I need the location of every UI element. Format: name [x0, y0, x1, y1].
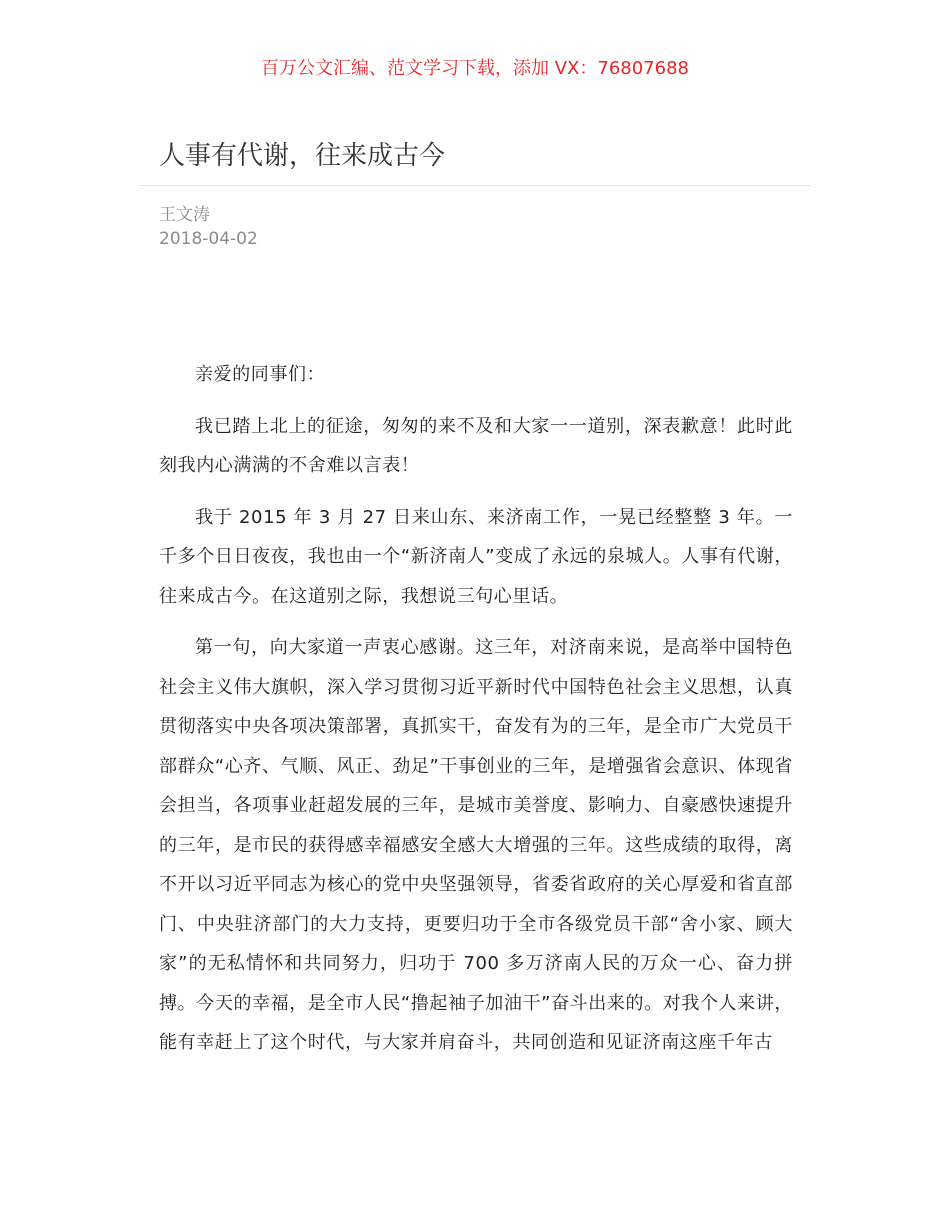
article-title: 人事有代谢，往来成古今	[159, 141, 446, 171]
promo-banner: 百万公文汇编、范文学习下载，添加 VX：76807688	[261, 58, 689, 79]
article-author: 王文涛	[159, 205, 210, 225]
body-paragraph: 我于 2015 年 3 月 27 日来山东、来济南工作，一晃已经整整 3 年。一千多个日日夜夜，我也由一个“新济南人”变成了永远的泉城人。人事有代谢，往来成古今。在这道别之际，我想说三句心里话。	[159, 506, 793, 607]
article-date: 2018-04-02	[159, 229, 258, 249]
title-divider	[139, 185, 811, 186]
salutation-paragraph: 亲爱的同事们：	[195, 364, 326, 385]
body-paragraph: 第一句，向大家道一声衷心感谢。这三年，对济南来说，是高举中国特色社会主义伟大旗帜，深入学习贯彻习近平新时代中国特色社会主义思想，认真贯彻落实中央各项决策部署，真抓实干，奋发有为的三年，是全市广大党员干部群众“心齐、气顺、风正、劲足”干事创业的三年，是增强省会意识、体现省会担当，各项事业赶超发展的三年，是城市美誉度、影响力、自豪感快速提升的三年，是市民的获得感幸福感安全感大大增强的三年。这些成绩的取得，离不开以习近平同志为核心的党中央坚强领导，省委省政府的关心厚爱和省直部门、中央驻济部门的大力支持，更要归功于全市各级党员干部“舍小家、顾大家”的无私情怀和共同努力，归功于 700 多万济南人民的万众一心、奋力拼搏。今天的幸福，是全市人民“撸起袖子加油干”奋斗出来的。对我个人来讲，能有幸赶上了这个时代，与大家并肩奋斗，共同创造和见证济南这座千年古	[159, 637, 793, 1053]
body-paragraph: 我已踏上北上的征途，匆匆的来不及和大家一一道别，深表歉意！此时此刻我内心满满的不舍难以言表！	[159, 415, 793, 476]
article-body	[159, 355, 793, 1075]
